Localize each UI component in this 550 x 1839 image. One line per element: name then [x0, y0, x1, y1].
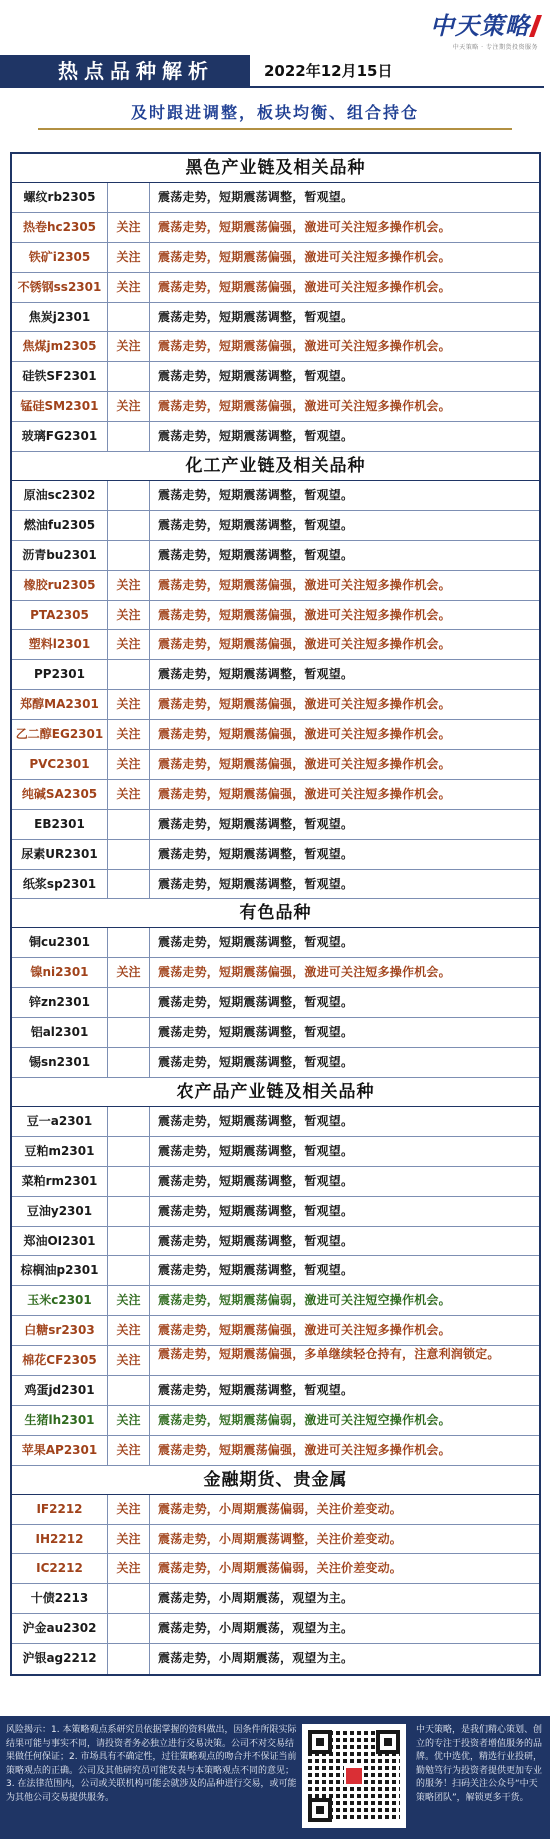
report-subtitle: 及时跟进调整，板块均衡、组合持仓 — [130, 103, 419, 122]
title-underline — [250, 86, 544, 88]
table-row — [12, 511, 539, 541]
table-row — [12, 1436, 539, 1466]
analysis-text: 震荡走势，短期震荡偏强，激进可关注短多操作机会。 — [158, 637, 451, 652]
analysis-text: 震荡走势，短期震荡偏强，激进可关注短多操作机会。 — [158, 965, 451, 980]
table-row — [12, 1525, 539, 1555]
contract-name: 镍ni2301 — [12, 958, 108, 987]
contract-name: 沪金au2302 — [12, 1614, 108, 1643]
contract-name: 铜cu2301 — [12, 928, 108, 957]
table-row — [12, 183, 539, 213]
section-header: 化工产业链及相关品种 — [12, 452, 539, 481]
analysis-text: 震荡走势，小周期震荡偏弱，关注价差变动。 — [158, 1501, 403, 1516]
analysis-text: 震荡走势，小周期震荡，观望为主。 — [158, 1621, 354, 1636]
analysis-text: 震荡走势，短期震荡调整，暂观望。 — [158, 1382, 354, 1397]
report-date: 2022年12月15日 — [264, 62, 393, 80]
contract-name: 纸浆sp2301 — [12, 870, 108, 899]
table-row — [12, 1107, 539, 1137]
table-row — [12, 1197, 539, 1227]
logo-subtitle: 中天策略 · 专注期货投资服务 — [452, 44, 538, 51]
focus-flag: 关注 — [108, 273, 150, 302]
table-row — [12, 332, 539, 362]
analysis-text: 震荡走势，短期震荡偏强，激进可关注短多操作机会。 — [158, 279, 451, 294]
table-row — [12, 1256, 539, 1286]
focus-flag — [108, 422, 150, 451]
contract-name: IH2212 — [12, 1525, 108, 1554]
analysis-text: 震荡走势，短期震荡调整，暂观望。 — [158, 1113, 354, 1128]
table-row — [12, 422, 539, 452]
table-row — [12, 690, 539, 720]
contract-name: PTA2305 — [12, 601, 108, 630]
focus-flag: 关注 — [108, 958, 150, 987]
focus-flag: 关注 — [108, 780, 150, 809]
contract-name: 郑醇MA2301 — [12, 690, 108, 719]
table-row — [12, 1346, 539, 1376]
report-title: 热点品种解析 — [0, 55, 250, 88]
contract-name: 豆一a2301 — [12, 1107, 108, 1136]
analysis-text: 震荡走势，短期震荡调整，暂观望。 — [158, 1025, 354, 1040]
focus-flag — [108, 928, 150, 957]
table-row — [12, 1644, 539, 1674]
focus-flag: 关注 — [108, 630, 150, 659]
qr-pattern — [308, 1730, 400, 1822]
table-row — [12, 1584, 539, 1614]
contract-name: 十债2213 — [12, 1584, 108, 1613]
focus-flag — [108, 481, 150, 510]
table-row — [12, 1137, 539, 1167]
focus-flag: 关注 — [108, 750, 150, 779]
contract-name: 硅铁SF2301 — [12, 362, 108, 391]
contract-name: 玻璃FG2301 — [12, 422, 108, 451]
focus-flag — [108, 511, 150, 540]
analysis-text: 震荡走势，短期震荡偏强，激进可关注短多操作机会。 — [158, 249, 451, 264]
contract-name: 锰硅SM2301 — [12, 392, 108, 421]
table-row — [12, 750, 539, 780]
promo-text: 中天策略，是我们精心策划、创立的专注于投资者增值服务的品牌。优中选优，精选行业投研，勤勉笃行为投资者提供更加专业的服务！扫码关注公众号“中天策略团队”，解锁更多干货。 — [416, 1725, 543, 1803]
section-header: 金融期货、贵金属 — [12, 1466, 539, 1495]
contract-name: 沪银ag2212 — [12, 1644, 108, 1674]
contract-name: 锌zn2301 — [12, 988, 108, 1017]
table-row — [12, 273, 539, 303]
contract-name: 热卷hc2305 — [12, 213, 108, 242]
focus-flag — [108, 1614, 150, 1643]
analysis-text: 震荡走势，短期震荡调整，暂观望。 — [158, 1173, 354, 1188]
contract-name: 乙二醇EG2301 — [12, 720, 108, 749]
contract-name: 尿素UR2301 — [12, 840, 108, 869]
focus-flag — [108, 988, 150, 1017]
focus-flag — [108, 1584, 150, 1613]
analysis-table — [10, 152, 541, 1676]
table-row — [12, 571, 539, 601]
focus-flag — [108, 1227, 150, 1256]
table-row — [12, 1018, 539, 1048]
analysis-text: 震荡走势，短期震荡调整，暂观望。 — [158, 517, 354, 532]
contract-name: 铝al2301 — [12, 1018, 108, 1047]
contract-name: IF2212 — [12, 1495, 108, 1524]
section-header: 有色品种 — [12, 899, 539, 928]
subtitle-divider — [38, 128, 512, 130]
analysis-text: 震荡走势，小周期震荡调整，关注价差变动。 — [158, 1531, 403, 1546]
analysis-text: 震荡走势，短期震荡调整，暂观望。 — [158, 309, 354, 324]
analysis-text: 震荡走势，短期震荡偏强，激进可关注短多操作机会。 — [158, 1323, 451, 1338]
analysis-text: 震荡走势，短期震荡偏强，激进可关注短多操作机会。 — [158, 399, 451, 414]
contract-name: 焦煤jm2305 — [12, 332, 108, 361]
table-row — [12, 1286, 539, 1316]
logo-slash-mark — [529, 15, 542, 37]
analysis-text: 震荡走势，短期震荡调整，暂观望。 — [158, 876, 354, 891]
focus-flag — [108, 1167, 150, 1196]
analysis-text: 震荡走势，短期震荡偏弱，激进可关注短空操作机会。 — [158, 1293, 451, 1308]
table-row — [12, 243, 539, 273]
table-row — [12, 870, 539, 900]
analysis-text: 震荡走势，短期震荡偏强，激进可关注短多操作机会。 — [158, 1442, 451, 1457]
table-row — [12, 1316, 539, 1346]
table-row — [12, 601, 539, 631]
table-row — [12, 1614, 539, 1644]
focus-flag — [108, 1644, 150, 1674]
analysis-text: 震荡走势，短期震荡调整，暂观望。 — [158, 846, 354, 861]
focus-flag: 关注 — [108, 601, 150, 630]
table-row — [12, 928, 539, 958]
analysis-text: 震荡走势，短期震荡调整，暂观望。 — [158, 369, 354, 384]
contract-name: 豆油y2301 — [12, 1197, 108, 1226]
contract-name: 纯碱SA2305 — [12, 780, 108, 809]
table-row — [12, 630, 539, 660]
contract-name: 鸡蛋jd2301 — [12, 1376, 108, 1405]
focus-flag — [108, 1107, 150, 1136]
analysis-text: 震荡走势，短期震荡调整，暂观望。 — [158, 1143, 354, 1158]
analysis-text: 震荡走势，小周期震荡偏弱，关注价差变动。 — [158, 1561, 403, 1576]
focus-flag: 关注 — [108, 1406, 150, 1435]
contract-name: 塑料l2301 — [12, 630, 108, 659]
contract-name: PVC2301 — [12, 750, 108, 779]
focus-flag: 关注 — [108, 1436, 150, 1465]
qr-code[interactable] — [302, 1724, 406, 1828]
analysis-text: 震荡走势，短期震荡调整，暂观望。 — [158, 667, 354, 682]
analysis-text: 震荡走势，短期震荡调整，暂观望。 — [158, 935, 354, 950]
table-row — [12, 780, 539, 810]
qr-finder-bottom-left — [308, 1798, 332, 1822]
focus-flag: 关注 — [108, 1286, 150, 1315]
analysis-text: 震荡走势，短期震荡调整，暂观望。 — [158, 1055, 354, 1070]
focus-flag — [108, 1376, 150, 1405]
analysis-text: 震荡走势，短期震荡偏强，激进可关注短多操作机会。 — [158, 577, 451, 592]
focus-flag — [108, 303, 150, 332]
focus-flag — [108, 810, 150, 839]
table-row — [12, 362, 539, 392]
analysis-text: 震荡走势，短期震荡偏强，激进可关注短多操作机会。 — [158, 219, 451, 234]
focus-flag — [108, 1137, 150, 1166]
contract-name: PP2301 — [12, 660, 108, 689]
table-row — [12, 1376, 539, 1406]
contract-name: 燃油fu2305 — [12, 511, 108, 540]
title-bar — [0, 55, 550, 88]
contract-name: EB2301 — [12, 810, 108, 839]
company-logo — [430, 6, 538, 51]
contract-name: 橡胶ru2305 — [12, 571, 108, 600]
table-row — [12, 720, 539, 750]
focus-flag: 关注 — [108, 571, 150, 600]
focus-flag — [108, 660, 150, 689]
table-row — [12, 303, 539, 333]
focus-flag: 关注 — [108, 1554, 150, 1583]
contract-name: 不锈钢ss2301 — [12, 273, 108, 302]
top-header — [0, 0, 550, 52]
table-row — [12, 958, 539, 988]
table-row — [12, 840, 539, 870]
focus-flag — [108, 840, 150, 869]
analysis-text: 震荡走势，小周期震荡，观望为主。 — [158, 1591, 354, 1606]
focus-flag: 关注 — [108, 213, 150, 242]
table-row — [12, 1227, 539, 1257]
footer — [0, 1716, 550, 1839]
analysis-text: 震荡走势，短期震荡调整，暂观望。 — [158, 429, 354, 444]
focus-flag: 关注 — [108, 243, 150, 272]
focus-flag: 关注 — [108, 392, 150, 421]
table-row — [12, 541, 539, 571]
contract-name: 郑油OI2301 — [12, 1227, 108, 1256]
risk-disclaimer: 风险揭示：1. 本策略观点系研究员依据掌握的资料做出，因条件所限实际结果可能与事实不同，请投资者务必独立进行交易决策。公司不对交易结果做任何保证；2. 市场具有不确定性，过往策略观点的吻合并不保证当前策略观点的正确。公司及其他研究员可能发表与本策略观点不同的意见；3. 在法律范围内，公司或关联机构可能会就涉及的品种进行交易，或可能为其他公司交易提供服务。 — [6, 1725, 297, 1803]
contract-name: 苹果AP2301 — [12, 1436, 108, 1465]
focus-flag: 关注 — [108, 1495, 150, 1524]
logo-text: 中天策略 — [430, 12, 530, 40]
analysis-text: 震荡走势，短期震荡偏强，激进可关注短多操作机会。 — [158, 607, 451, 622]
analysis-text: 震荡走势，短期震荡偏强，激进可关注短多操作机会。 — [158, 727, 451, 742]
table-row — [12, 392, 539, 422]
focus-flag — [108, 1256, 150, 1285]
contract-name: 棕榈油p2301 — [12, 1256, 108, 1285]
focus-flag: 关注 — [108, 1346, 150, 1375]
contract-name: 原油sc2302 — [12, 481, 108, 510]
analysis-text: 震荡走势，短期震荡调整，暂观望。 — [158, 1233, 354, 1248]
focus-flag: 关注 — [108, 690, 150, 719]
table-row — [12, 1048, 539, 1078]
contract-name: 棉花CF2305 — [12, 1346, 108, 1375]
table-row — [12, 1554, 539, 1584]
focus-flag — [108, 183, 150, 212]
focus-flag: 关注 — [108, 1525, 150, 1554]
focus-flag — [108, 1018, 150, 1047]
focus-flag — [108, 1048, 150, 1077]
contract-name: 沥青bu2301 — [12, 541, 108, 570]
focus-flag — [108, 1197, 150, 1226]
table-row — [12, 1495, 539, 1525]
focus-flag — [108, 541, 150, 570]
focus-flag — [108, 362, 150, 391]
focus-flag: 关注 — [108, 1316, 150, 1345]
analysis-text: 震荡走势，短期震荡调整，暂观望。 — [158, 816, 354, 831]
analysis-text: 震荡走势，短期震荡调整，暂观望。 — [158, 1203, 354, 1218]
contract-name: 焦炭j2301 — [12, 303, 108, 332]
section-header: 农产品产业链及相关品种 — [12, 1078, 539, 1107]
analysis-text: 震荡走势，短期震荡偏强，激进可关注短多操作机会。 — [158, 339, 451, 354]
analysis-text: 震荡走势，短期震荡偏弱，激进可关注短空操作机会。 — [158, 1412, 451, 1427]
analysis-text: 震荡走势，短期震荡偏强，激进可关注短多操作机会。 — [158, 757, 451, 772]
contract-name: 豆粕m2301 — [12, 1137, 108, 1166]
table-row — [12, 660, 539, 690]
qr-logo-icon — [344, 1766, 364, 1786]
contract-name: 锡sn2301 — [12, 1048, 108, 1077]
table-row — [12, 810, 539, 840]
focus-flag: 关注 — [108, 720, 150, 749]
analysis-text: 震荡走势，短期震荡调整，暂观望。 — [158, 488, 354, 503]
contract-name: 生猪lh2301 — [12, 1406, 108, 1435]
contract-name: 螺纹rb2305 — [12, 183, 108, 212]
analysis-text: 震荡走势，小周期震荡，观望为主。 — [158, 1651, 354, 1666]
focus-flag — [108, 870, 150, 899]
analysis-text: 震荡走势，短期震荡调整，暂观望。 — [158, 547, 354, 562]
analysis-text: 震荡走势，短期震荡偏强，多单继续轻仓持有，注意利润锁定。 — [158, 1347, 500, 1362]
table-row — [12, 988, 539, 1018]
focus-flag: 关注 — [108, 332, 150, 361]
qr-finder-top-left — [308, 1730, 332, 1754]
table-row — [12, 1406, 539, 1436]
analysis-text: 震荡走势，短期震荡调整，暂观望。 — [158, 995, 354, 1010]
contract-name: 铁矿i2305 — [12, 243, 108, 272]
contract-name: IC2212 — [12, 1554, 108, 1583]
analysis-text: 震荡走势，短期震荡调整，暂观望。 — [158, 1263, 354, 1278]
qr-finder-top-right — [376, 1730, 400, 1754]
section-header: 黑色产业链及相关品种 — [12, 154, 539, 183]
analysis-text: 震荡走势，短期震荡调整，暂观望。 — [158, 190, 354, 204]
contract-name: 菜粕rm2301 — [12, 1167, 108, 1196]
analysis-text: 震荡走势，短期震荡偏强，激进可关注短多操作机会。 — [158, 697, 451, 712]
table-row — [12, 213, 539, 243]
table-row — [12, 1167, 539, 1197]
contract-name: 白糖sr2303 — [12, 1316, 108, 1345]
table-row — [12, 481, 539, 511]
analysis-text: 震荡走势，短期震荡偏强，激进可关注短多操作机会。 — [158, 786, 451, 801]
contract-name: 玉米c2301 — [12, 1286, 108, 1315]
